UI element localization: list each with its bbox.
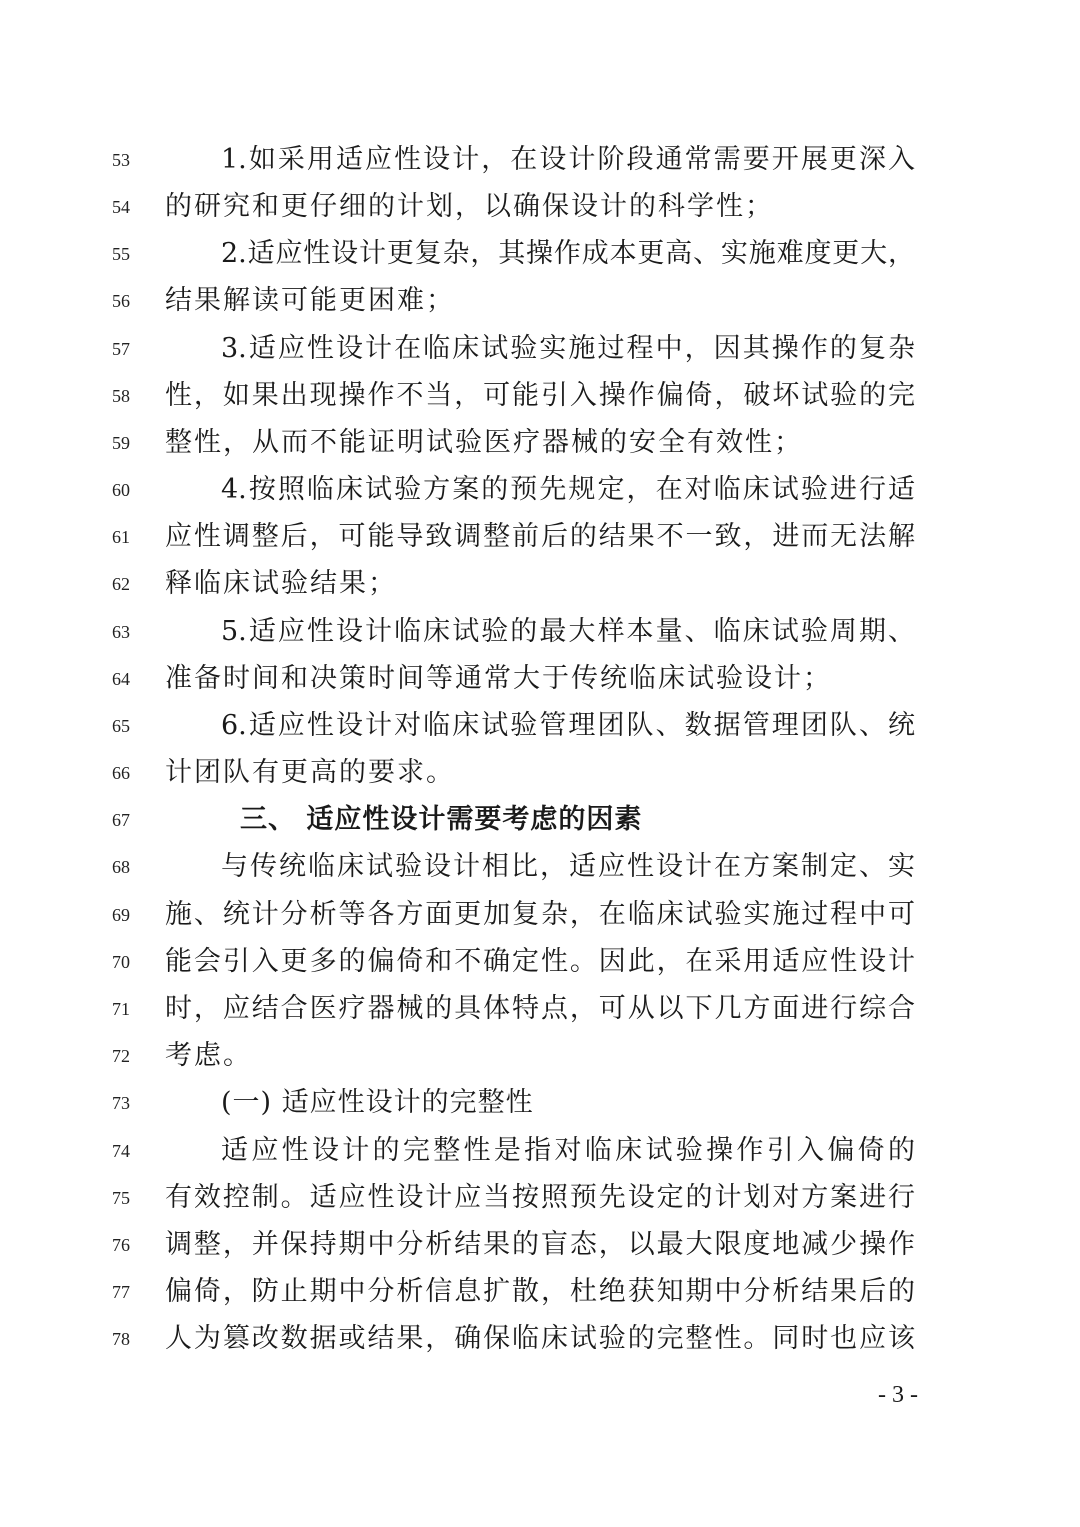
line-number: 54 <box>112 197 130 217</box>
line-number: 73 <box>112 1093 130 1113</box>
line-text: 施、统计分析等各方面更加复杂，在临床试验实施过程中可 <box>165 899 915 930</box>
line-number: 59 <box>112 433 130 453</box>
line-number: 65 <box>112 716 130 736</box>
line-number: 76 <box>112 1235 130 1255</box>
line-number: 68 <box>112 857 130 877</box>
document-line <box>0 1032 1080 1079</box>
line-number: 62 <box>112 574 130 594</box>
document-line <box>0 372 1080 419</box>
document-line <box>0 560 1080 607</box>
document-line <box>0 136 1080 183</box>
line-number: 64 <box>112 669 130 689</box>
line-number: 71 <box>112 999 130 1019</box>
line-text: 2.适应性设计更复杂，其操作成本更高、实施难度更大， <box>221 238 915 269</box>
line-text: 能会引入更多的偏倚和不确定性。因此，在采用适应性设计 <box>165 946 915 977</box>
line-number: 70 <box>112 952 130 972</box>
line-text: 结果解读可能更困难； <box>165 285 455 316</box>
line-text: 5.适应性设计临床试验的最大样本量、临床试验周期、 <box>221 616 915 647</box>
document-line <box>0 419 1080 466</box>
line-text: 1.如采用适应性设计，在设计阶段通常需要开展更深入 <box>221 144 915 175</box>
document-line <box>0 1127 1080 1174</box>
document-line <box>0 749 1080 796</box>
line-text: 适应性设计的完整性是指对临床试验操作引入偏倚的 <box>221 1135 915 1166</box>
line-number: 72 <box>112 1046 130 1066</box>
line-text: 应性调整后，可能导致调整前后的结果不一致，进而无法解 <box>165 521 915 552</box>
page-number: - 3 - <box>878 1382 918 1408</box>
line-number: 58 <box>112 386 130 406</box>
document-line <box>0 466 1080 513</box>
line-number: 61 <box>112 527 130 547</box>
document-line <box>0 796 1080 843</box>
line-number: 55 <box>112 244 130 264</box>
document-line <box>0 277 1080 324</box>
line-text: 偏倚，防止期中分析信息扩散，杜绝获知期中分析结果后的 <box>165 1276 915 1307</box>
line-text: 计团队有更高的要求。 <box>165 757 455 788</box>
line-number: 53 <box>112 150 130 170</box>
line-number: 78 <box>112 1329 130 1349</box>
document-line <box>0 1268 1080 1315</box>
document-line <box>0 513 1080 560</box>
line-text: 人为篡改数据或结果，确保临床试验的完整性。同时也应该 <box>165 1323 915 1354</box>
document-line <box>0 655 1080 702</box>
document-line <box>0 608 1080 655</box>
line-text: 6.适应性设计对临床试验管理团队、数据管理团队、统 <box>221 710 915 741</box>
line-number: 66 <box>112 763 130 783</box>
document-line <box>0 985 1080 1032</box>
line-number: 56 <box>112 291 130 311</box>
line-text: 的研究和更仔细的计划，以确保设计的科学性； <box>165 191 774 222</box>
line-text: 性，如果出现操作不当，可能引入操作偏倚，破坏试验的完 <box>165 380 915 411</box>
line-text: 考虑。 <box>165 1040 252 1071</box>
line-text: 准备时间和决策时间等通常大于传统临床试验设计； <box>165 663 832 694</box>
line-text: 时，应结合医疗器械的具体特点，可从以下几方面进行综合 <box>165 993 915 1024</box>
line-number: 60 <box>112 480 130 500</box>
line-text: 与传统临床试验设计相比，适应性设计在方案制定、实 <box>221 851 915 882</box>
document-line <box>0 1315 1080 1362</box>
line-text: 3.适应性设计在临床试验实施过程中，因其操作的复杂 <box>221 333 915 364</box>
line-number: 57 <box>112 339 130 359</box>
line-number: 77 <box>112 1282 130 1302</box>
document-line <box>0 1174 1080 1221</box>
line-text: 有效控制。适应性设计应当按照预先设定的计划对方案进行 <box>165 1182 915 1213</box>
section-heading: 三、 适应性设计需要考虑的因素 <box>240 804 643 835</box>
line-number: 67 <box>112 810 130 830</box>
line-text: 释临床试验结果； <box>165 568 397 599</box>
document-line <box>0 938 1080 985</box>
document-line <box>0 325 1080 372</box>
line-text: 4.按照临床试验方案的预先规定，在对临床试验进行适 <box>221 474 915 505</box>
line-number: 74 <box>112 1141 130 1161</box>
document-line <box>0 1079 1080 1126</box>
document-line <box>0 1221 1080 1268</box>
line-text: 调整，并保持期中分析结果的盲态，以最大限度地减少操作 <box>165 1229 915 1260</box>
document-line <box>0 891 1080 938</box>
line-number: 63 <box>112 622 130 642</box>
document-line <box>0 843 1080 890</box>
line-text: 整性，从而不能证明试验医疗器械的安全有效性； <box>165 427 803 458</box>
subsection-heading: (一) 适应性设计的完整性 <box>221 1087 534 1118</box>
line-number: 69 <box>112 905 130 925</box>
document-line <box>0 230 1080 277</box>
document-line <box>0 183 1080 230</box>
line-number: 75 <box>112 1188 130 1208</box>
document-line <box>0 702 1080 749</box>
